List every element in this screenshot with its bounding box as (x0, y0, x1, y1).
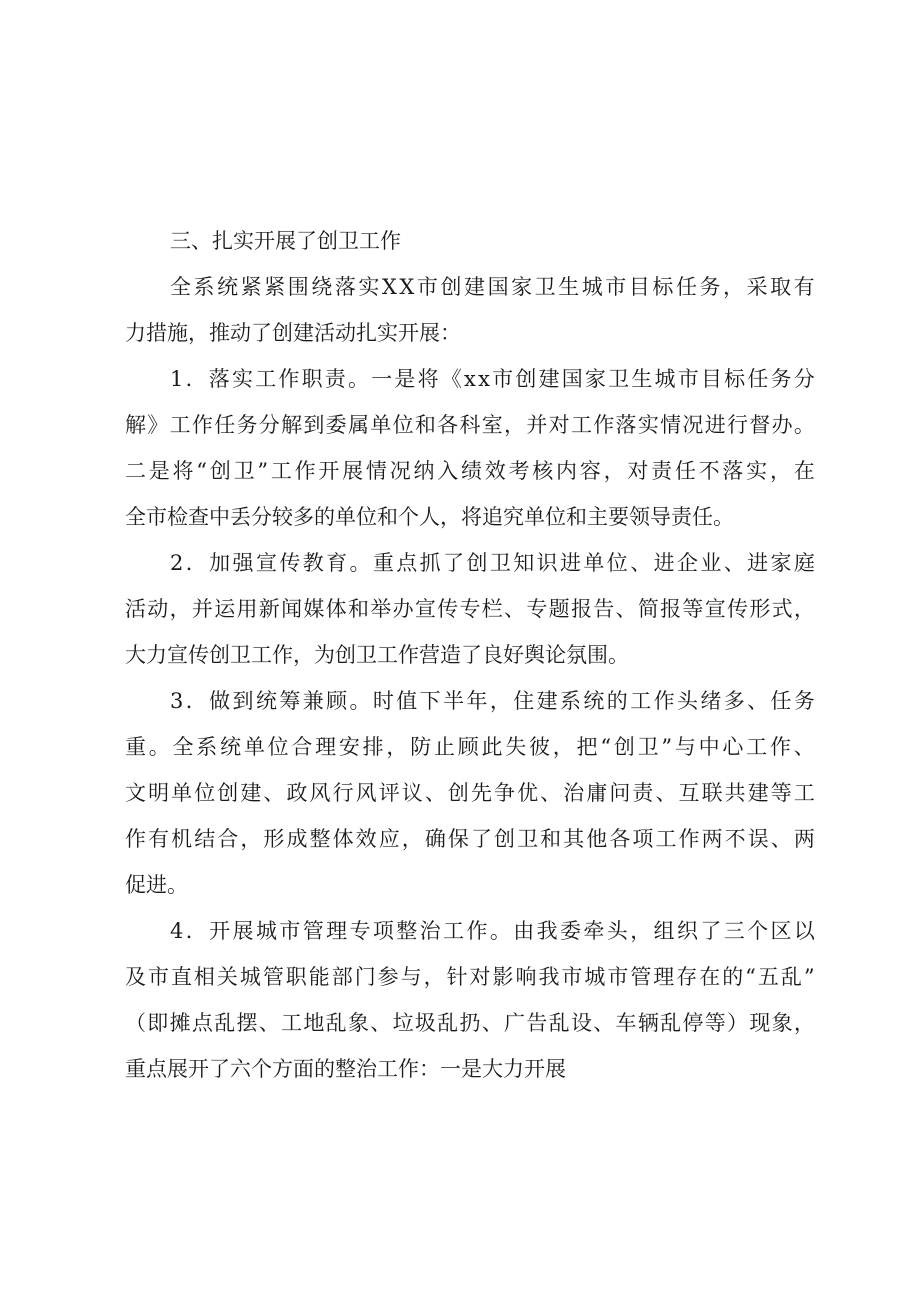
section-heading-text: 三、扎实开展了创卫工作 (170, 229, 401, 253)
paragraph-line: 文 明 单 位 创 建 、 政 风 行 风 评 议 、 创 先 争 优 、 治 庸 问 责 、 互 联 共 建 等 工 (125, 781, 815, 805)
paragraph-line: 活 动 ， 并 运 用 新 闻 媒 体 和 举 办 宣 传 专 栏 、 专 题 报 告 、 简 报 等 宣 传 形 式 ， (125, 597, 815, 621)
paragraph-line: 全 系 统 紧 紧 围 绕 落 实 X X 市 创 建 国 家 卫 生 城 市 目 标 任 务 ， 采 取 有 (170, 275, 815, 299)
paragraph-line: 二 是 将 “ 创 卫 ” 工 作 开 展 情 况 纳 入 绩 效 考 核 内 容 ， 对 责 任 不 落 实 ， 在 (125, 459, 815, 483)
line-text: 力措施，推动了创建活动扎实开展： (125, 321, 461, 345)
paragraph-line: （ 即 摊 点 乱 摆 、 工 地 乱 象 、 垃 圾 乱 扔 、 广 告 乱 设 、 车 辆 乱 停 等 ） 现 象 ， (125, 1011, 815, 1035)
line-text: 促进。 (125, 873, 188, 897)
paragraph (125, 678, 815, 908)
paragraph-line: 3 ． 做 到 统 筹 兼 顾 。 时 值 下 半 年 ， 住 建 系 统 的 工 作 头 绪 多 、 任 务 (170, 689, 815, 713)
paragraph-line (125, 862, 815, 908)
line-text: 大力宣传创卫工作，为创卫工作营造了良好舆论氛围。 (125, 643, 629, 667)
paragraph (125, 264, 815, 356)
paragraph-line (125, 632, 815, 678)
paragraph (125, 540, 815, 678)
document-body (125, 218, 815, 1092)
paragraph-line: 2 ． 加 强 宣 传 教 育 。 重 点 抓 了 创 卫 知 识 进 单 位 、 进 企 业 、 进 家 庭 (170, 551, 815, 575)
paragraph (125, 908, 815, 1092)
paragraph (125, 356, 815, 540)
paragraph-line (125, 494, 815, 540)
paragraph-line: 及 市 直 相 关 城 管 职 能 部 门 参 与 ， 针 对 影 响 我 市 城 市 管 理 存 在 的 “ 五 乱 ” (125, 965, 815, 989)
paragraph-line (125, 1046, 815, 1092)
line-text: 重点展开了六个方面的整治工作：一是大力开展 (125, 1057, 566, 1081)
paragraph-line: 作 有 机 结 合 ， 形 成 整 体 效 应 ， 确 保 了 创 卫 和 其 他 各 项 工 作 两 不 误 、 两 (125, 827, 815, 851)
line-text: 全市检查中丢分较多的单位和个人，将追究单位和主要领导责任。 (125, 505, 734, 529)
paragraph-line: 解 》 工 作 任 务 分 解 到 委 属 单 位 和 各 科 室 ， 并 对 工 作 落 实 情 况 进 行 督 办 。 (125, 413, 815, 437)
section-heading (125, 218, 815, 264)
paragraph-line: 重 。 全 系 统 单 位 合 理 安 排 ， 防 止 顾 此 失 彼 ， 把 “ 创 卫 ” 与 中 心 工 作 、 (125, 735, 815, 759)
paragraph-line: 4 ． 开 展 城 市 管 理 专 项 整 治 工 作 。 由 我 委 牵 头 ， 组 织 了 三 个 区 以 (170, 919, 815, 943)
paragraph-line (125, 310, 815, 356)
paragraph-line: 1 ． 落 实 工 作 职 责 。 一 是 将 《 x x 市 创 建 国 家 卫 生 城 市 目 标 任 务 分 (170, 367, 815, 391)
